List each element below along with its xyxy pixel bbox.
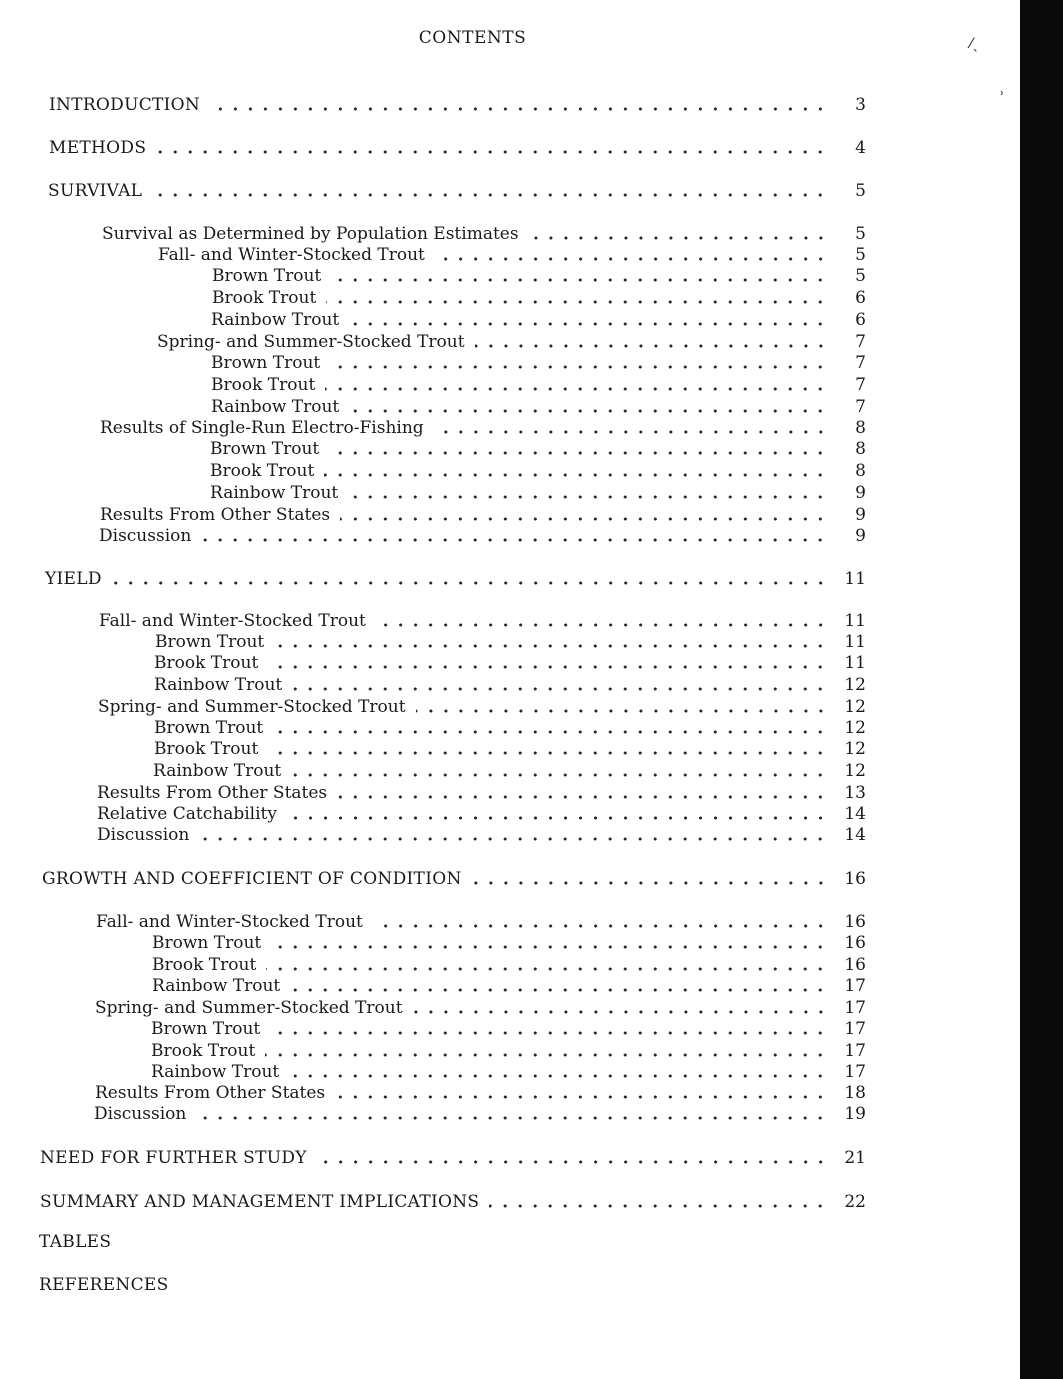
dot-leader: [196, 1116, 828, 1120]
toc-entry-page-number: 16: [844, 955, 866, 975]
dot-leader: [329, 451, 828, 455]
dot-leader: [325, 387, 828, 391]
toc-entry: [158, 243, 866, 265]
toc-entry: [211, 308, 866, 330]
dot-leader: [489, 1204, 828, 1208]
toc-entry-label: GROWTH AND COEFFICIENT OF CONDITION: [42, 869, 462, 889]
toc-entry-page-number: 7: [855, 332, 866, 352]
toc-entry: [49, 93, 866, 115]
toc-entry: [95, 996, 866, 1018]
toc-entry-label: Brook Trout: [212, 288, 317, 308]
toc-entry-label: SUMMARY AND MANAGEMENT IMPLICATIONS: [40, 1192, 480, 1212]
toc-entry-label: Spring- and Summer-Stocked Trout: [98, 697, 406, 717]
dot-leader: [287, 816, 828, 820]
toc-entry: [39, 1275, 866, 1297]
toc-entry-label: Discussion: [99, 526, 192, 546]
toc-entry: [98, 695, 866, 717]
toc-entry-page-number: 5: [855, 181, 866, 201]
dot-leader: [324, 473, 828, 477]
toc-entry-page-number: 14: [844, 825, 866, 845]
toc-entry-page-number: 6: [855, 288, 866, 308]
toc-entry: [40, 1190, 866, 1212]
toc-entry: [153, 759, 866, 781]
toc-entry-label: Rainbow Trout: [153, 761, 282, 781]
toc-entry-label: Rainbow Trout: [151, 1062, 280, 1082]
toc-entry-page-number: 16: [844, 869, 866, 889]
toc-entry: [97, 781, 866, 803]
toc-entry: [212, 286, 866, 308]
dot-leader: [413, 1010, 828, 1014]
toc-entry-page-number: 18: [844, 1083, 866, 1103]
toc-entry: [39, 1232, 866, 1254]
toc-entry-label: Rainbow Trout: [211, 310, 340, 330]
toc-entry-label: Brook Trout: [154, 739, 259, 759]
toc-entry-label: YIELD: [45, 569, 102, 589]
toc-entry: [40, 1146, 866, 1168]
toc-entry-page-number: 19: [844, 1104, 866, 1124]
toc-entry-page-number: 13: [844, 783, 866, 803]
toc-entry-label: Brown Trout: [210, 439, 320, 459]
dot-leader: [268, 751, 828, 755]
toc-entry: [102, 222, 866, 244]
page-title: CONTENTS: [418, 28, 527, 48]
dot-leader: [331, 278, 828, 282]
toc-entry-page-number: 5: [855, 266, 866, 286]
toc-entry-page-number: 9: [855, 483, 866, 503]
toc-entry: [210, 437, 866, 459]
toc-entry-page-number: 5: [855, 245, 866, 265]
toc-entry-label: Spring- and Summer-Stocked Trout: [95, 998, 403, 1018]
toc-entry: [212, 264, 866, 286]
dot-leader: [349, 409, 828, 413]
toc-entry-label: Fall- and Winter-Stocked Trout: [96, 912, 363, 932]
toc-entry: [211, 395, 866, 417]
toc-entry-page-number: 11: [844, 632, 866, 652]
dot-leader: [340, 517, 828, 521]
dot-leader: [435, 257, 828, 261]
toc-entry: [97, 823, 866, 845]
toc-entry-page-number: 9: [855, 505, 866, 525]
scan-mark: ʾ: [1000, 90, 1005, 106]
dot-leader: [348, 495, 828, 499]
dot-leader: [475, 344, 828, 348]
toc-entry-label: INTRODUCTION: [49, 95, 201, 115]
toc-entry-page-number: 5: [855, 224, 866, 244]
toc-entry-label: Brook Trout: [154, 653, 259, 673]
toc-entry-page-number: 22: [844, 1192, 866, 1212]
toc-entry-label: SURVIVAL: [48, 181, 143, 201]
toc-entry-page-number: 6: [855, 310, 866, 330]
toc-entry: [155, 630, 866, 652]
dot-leader: [270, 1031, 828, 1035]
dot-leader: [265, 1053, 828, 1057]
toc-entry-page-number: 17: [844, 1062, 866, 1082]
toc-entry-label: Rainbow Trout: [154, 675, 283, 695]
toc-entry-page-number: 17: [844, 1041, 866, 1061]
toc-entry-page-number: 9: [855, 526, 866, 546]
toc-entry-label: Survival as Determined by Population Estimates: [102, 224, 519, 244]
toc-entry-label: Brook Trout: [151, 1041, 256, 1061]
scan-edge-bar: [1020, 0, 1063, 1379]
toc-entry: [151, 1017, 866, 1039]
dot-leader: [472, 881, 828, 885]
toc-entry-page-number: 8: [855, 439, 866, 459]
toc-entry-label: Brook Trout: [152, 955, 257, 975]
toc-entry: [151, 1060, 866, 1082]
toc-entry: [96, 910, 866, 932]
toc-entry-page-number: 12: [844, 761, 866, 781]
toc-entry-label: Rainbow Trout: [210, 483, 339, 503]
toc-entry-page-number: 12: [844, 697, 866, 717]
toc-entry-label: Results From Other States: [97, 783, 328, 803]
toc-entry-label: REFERENCES: [39, 1275, 169, 1295]
dot-leader: [201, 538, 828, 542]
toc-entry-label: Brook Trout: [211, 375, 316, 395]
toc-entry: [154, 673, 866, 695]
toc-entry: [151, 1039, 866, 1061]
toc-entry-label: Brown Trout: [212, 266, 322, 286]
dot-leader: [210, 107, 828, 111]
dot-leader: [434, 430, 828, 434]
dot-leader: [330, 365, 828, 369]
dot-leader: [416, 709, 828, 713]
dot-leader: [292, 687, 828, 691]
toc-entry-page-number: 12: [844, 718, 866, 738]
dot-leader: [337, 795, 828, 799]
toc-entry-label: Rainbow Trout: [211, 397, 340, 417]
toc-entry: [100, 416, 866, 438]
toc-entry-label: METHODS: [49, 138, 147, 158]
toc-entry: [49, 136, 866, 158]
toc-entry-page-number: 7: [855, 375, 866, 395]
dot-leader: [373, 924, 828, 928]
toc-entry-page-number: 7: [855, 353, 866, 373]
toc-entry: [211, 373, 866, 395]
toc-entry-label: Results From Other States: [95, 1083, 326, 1103]
toc-entry-label: Brook Trout: [210, 461, 315, 481]
toc-entry: [152, 974, 866, 996]
dot-leader: [268, 665, 828, 669]
toc-entry-label: Brown Trout: [211, 353, 321, 373]
toc-entry: [100, 503, 866, 525]
toc-entry: [157, 330, 866, 352]
dot-leader: [289, 1074, 828, 1078]
toc-entry-page-number: 8: [855, 418, 866, 438]
toc-entry-label: Discussion: [94, 1104, 187, 1124]
toc-entry: [210, 481, 866, 503]
toc-entry-page-number: 8: [855, 461, 866, 481]
dot-leader: [291, 773, 828, 777]
toc-entry-label: TABLES: [39, 1232, 112, 1252]
dot-leader: [335, 1095, 828, 1099]
toc-entry-label: Rainbow Trout: [152, 976, 281, 996]
toc-entry-page-number: 4: [855, 138, 866, 158]
toc-entry-label: Fall- and Winter-Stocked Trout: [99, 611, 366, 631]
toc-entry-label: Brown Trout: [155, 632, 265, 652]
toc-entry-page-number: 16: [844, 933, 866, 953]
toc-entry: [211, 351, 866, 373]
toc-entry-page-number: 11: [844, 653, 866, 673]
dot-leader: [274, 644, 828, 648]
toc-entry: [99, 609, 866, 631]
toc-entry: [154, 716, 866, 738]
toc-entry-label: Results From Other States: [100, 505, 331, 525]
toc-entry: [48, 179, 866, 201]
toc-entry: [97, 802, 866, 824]
dot-leader: [271, 945, 828, 949]
toc-entry-label: Brown Trout: [154, 718, 264, 738]
toc-entry: [154, 651, 866, 673]
toc-entry-page-number: 3: [855, 95, 866, 115]
toc-entry-label: Spring- and Summer-Stocked Trout: [157, 332, 465, 352]
toc-entry: [99, 524, 866, 546]
toc-entry-page-number: 21: [844, 1148, 866, 1168]
dot-leader: [266, 967, 828, 971]
toc-entry: [152, 953, 866, 975]
dot-leader: [273, 730, 828, 734]
toc-entry-page-number: 11: [844, 569, 866, 589]
toc-entry-page-number: 17: [844, 1019, 866, 1039]
toc-entry-label: Brown Trout: [151, 1019, 261, 1039]
toc-entry-label: Relative Catchability: [97, 804, 277, 824]
toc-entry-label: Fall- and Winter-Stocked Trout: [158, 245, 425, 265]
toc-entry: [45, 567, 866, 589]
toc-entry: [95, 1081, 866, 1103]
toc-entry-page-number: 14: [844, 804, 866, 824]
toc-entry-page-number: 17: [844, 976, 866, 996]
dot-leader: [152, 193, 828, 197]
dot-leader: [317, 1160, 828, 1164]
dot-leader: [156, 150, 828, 154]
toc-entry-page-number: 12: [844, 739, 866, 759]
dot-leader: [290, 988, 828, 992]
scan-mark: ⁄ˎ: [970, 36, 980, 52]
toc-entry: [94, 1102, 866, 1124]
toc-entry-label: NEED FOR FURTHER STUDY: [40, 1148, 307, 1168]
toc-entry-page-number: 12: [844, 675, 866, 695]
toc-entry-label: Brown Trout: [152, 933, 262, 953]
toc-entry: [152, 931, 866, 953]
toc-entry-page-number: 7: [855, 397, 866, 417]
toc-entry-page-number: 16: [844, 912, 866, 932]
toc-entry-page-number: 11: [844, 611, 866, 631]
dot-leader: [326, 300, 828, 304]
toc-entry-label: Results of Single-Run Electro-Fishing: [100, 418, 424, 438]
toc-entry: [210, 459, 866, 481]
dot-leader: [199, 837, 828, 841]
toc-entry: [42, 867, 866, 889]
dot-leader: [349, 322, 828, 326]
dot-leader: [376, 623, 828, 627]
dot-leader: [529, 236, 828, 240]
dot-leader: [112, 581, 828, 585]
toc-entry-page-number: 17: [844, 998, 866, 1018]
toc-entry-label: Discussion: [97, 825, 190, 845]
toc-entry: [154, 737, 866, 759]
